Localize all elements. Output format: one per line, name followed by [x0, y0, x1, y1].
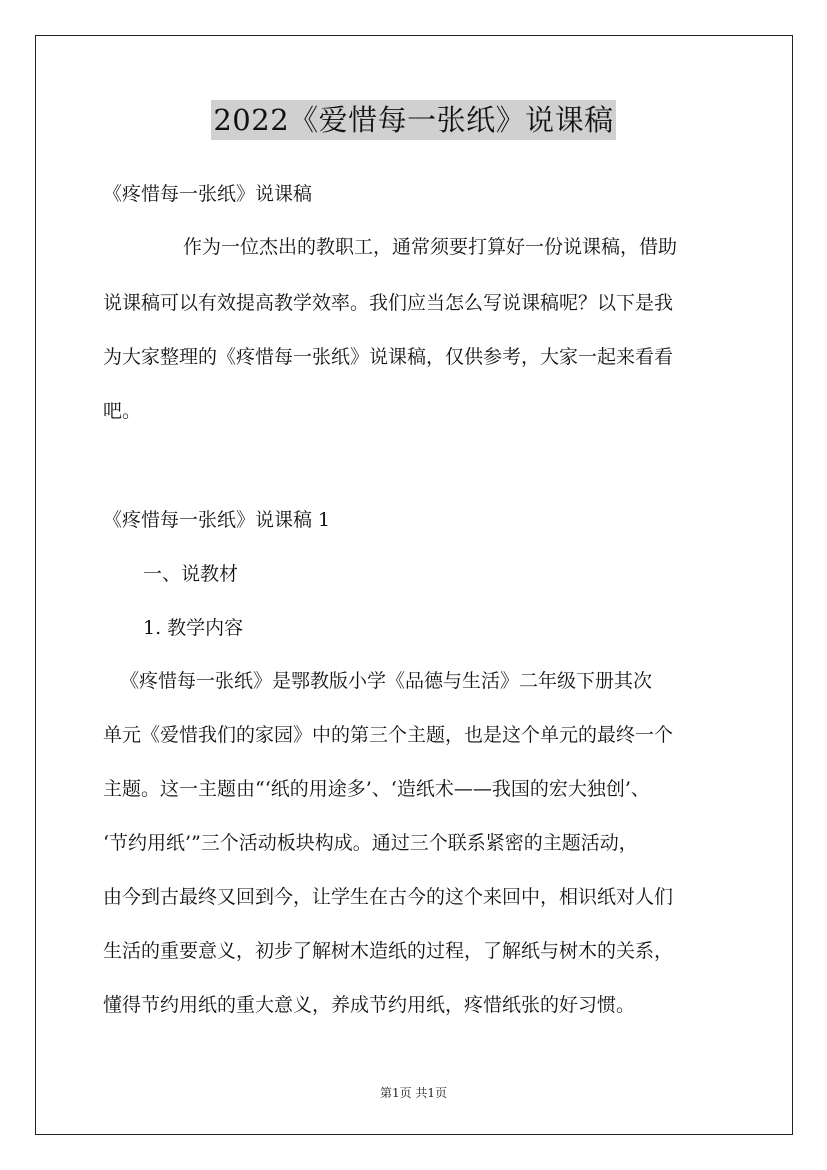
section-subheading: 一、说教材: [143, 563, 239, 585]
paragraph-line: 《疼惜每一张纸》是鄂教版小学《品德与生活》二年级下册其次: [120, 670, 653, 692]
paragraph-line: 由今到古最终又回到今，让学生在古今的这个来回中，相识纸对人们: [103, 886, 674, 908]
paragraph-line: 吧。: [103, 400, 142, 422]
paragraph-line: 主题。这一主题由“‘纸的用途多’、‘造纸术——我国的宏大独创’、: [103, 778, 650, 800]
paragraph-line: 作为一位杰出的教职工，通常须要打算好一份说课稿，借助: [183, 236, 678, 258]
paragraph-line: 说课稿可以有效提高教学效率。我们应当怎么写说课稿呢？以下是我: [103, 292, 674, 314]
paragraph-line: 为大家整理的《疼惜每一张纸》说课稿，仅供参考，大家一起来看看: [103, 346, 674, 368]
document-title: 2022《爱惜每一张纸》说课稿: [211, 100, 615, 140]
page-footer: 第1页 共1页: [379, 1086, 448, 1100]
section-subheading: 1. 教学内容: [143, 617, 244, 639]
title-container: [0, 100, 827, 140]
paragraph-line: 单元《爱惜我们的家园》中的第三个主题，也是这个单元的最终一个: [103, 724, 674, 746]
paragraph-line: 懂得节约用纸的重大意义，养成节约用纸，疼惜纸张的好习惯。: [103, 994, 636, 1016]
paragraph-line: 生活的重要意义，初步了解树木造纸的过程，了解纸与树木的关系，: [103, 940, 674, 962]
paragraph-line: ‘节约用纸’”三个活动板块构成。通过三个联系紧密的主题活动，: [103, 832, 638, 854]
subtitle-line: 《疼惜每一张纸》说课稿: [103, 183, 313, 205]
section-heading: 《疼惜每一张纸》说课稿 1: [103, 509, 331, 531]
